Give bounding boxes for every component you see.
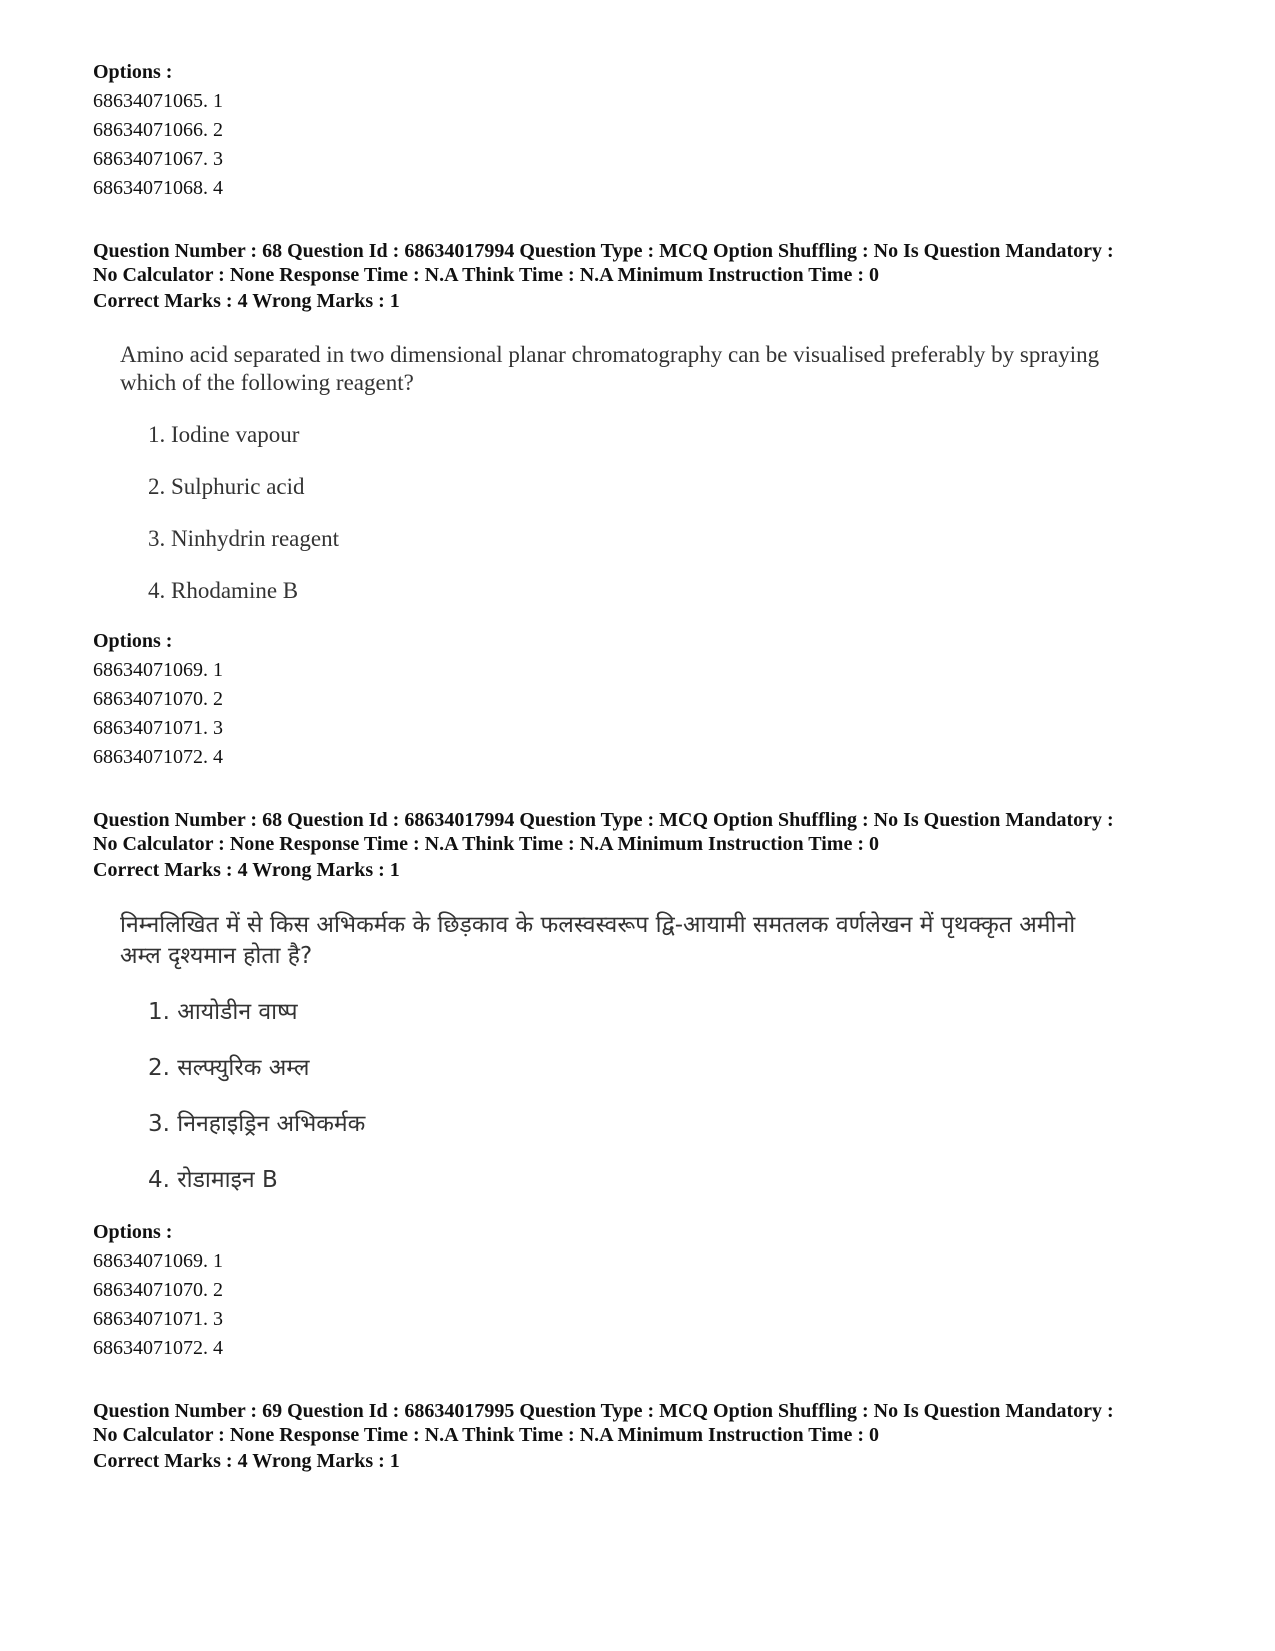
question-meta-line: No Calculator : None Response Time : N.A Think Time : N.A Minimum Instruction Time : 0 — [93, 833, 879, 855]
options-label: Options : — [93, 630, 173, 652]
question-meta-line: Question Number : 68 Question Id : 68634017994 Question Type : MCQ Option Shuffling : No Is Question Mandatory : — [93, 809, 1114, 831]
choice-item: 2. Sulphuric acid — [148, 474, 305, 499]
options-label: Options : — [93, 1221, 173, 1243]
question-68-en-options — [93, 627, 1213, 772]
choice-item: 1. Iodine vapour — [148, 422, 300, 447]
question-68-en-body — [120, 341, 1213, 605]
question-meta-line: Question Number : 68 Question Id : 68634017994 Question Type : MCQ Option Shuffling : No Is Question Mandatory : — [93, 240, 1114, 262]
question-text: Amino acid separated in two dimensional planar chromatography can be visualised preferably by spraying — [120, 342, 1100, 367]
option-item: 68634071071. 3 — [93, 1308, 223, 1330]
option-item: 68634071072. 4 — [93, 746, 223, 768]
question-marks: Correct Marks : 4 Wrong Marks : 1 — [93, 290, 400, 312]
question-text: अम्ल दृश्यमान होता है? — [120, 943, 313, 969]
question-68-hi-header — [93, 808, 1213, 885]
option-item: 68634071071. 3 — [93, 717, 223, 739]
option-item: 68634071065. 1 — [93, 90, 223, 112]
question-69-header — [93, 1399, 1213, 1476]
option-item: 68634071067. 3 — [93, 148, 223, 170]
document-page — [93, 58, 1213, 1476]
choice-item: 2. सल्फ्युरिक अम्ल — [148, 1055, 310, 1081]
choice-item: 3. निनहाइड्रिन अभिकर्मक — [148, 1111, 366, 1137]
option-item: 68634071070. 2 — [93, 1279, 223, 1301]
option-item: 68634071069. 1 — [93, 1250, 223, 1272]
option-item: 68634071068. 4 — [93, 177, 223, 199]
question-68-hi-options — [93, 1218, 1213, 1363]
options-label: Options : — [93, 61, 173, 83]
option-item: 68634071066. 2 — [93, 119, 223, 141]
question-marks: Correct Marks : 4 Wrong Marks : 1 — [93, 859, 400, 881]
question-68-hi-body — [120, 910, 1213, 1196]
choice-item: 4. रोडामाइन B — [148, 1167, 278, 1193]
question-marks: Correct Marks : 4 Wrong Marks : 1 — [93, 1450, 400, 1472]
choice-item: 4. Rhodamine B — [148, 578, 299, 603]
question-text: निम्नलिखित में से किस अभिकर्मक के छिड़काव के फलस्वस्वरूप द्वि-आयामी समतलक वर्णलेखन में पृथक्कृत अमीनो — [120, 912, 1076, 938]
choice-item: 1. आयोडीन वाष्प — [148, 999, 298, 1025]
question-meta-line: No Calculator : None Response Time : N.A Think Time : N.A Minimum Instruction Time : 0 — [93, 1424, 879, 1446]
option-item: 68634071070. 2 — [93, 688, 223, 710]
choice-item: 3. Ninhydrin reagent — [148, 526, 339, 551]
question-meta-line: No Calculator : None Response Time : N.A Think Time : N.A Minimum Instruction Time : 0 — [93, 264, 879, 286]
question-text: which of the following reagent? — [120, 370, 414, 395]
option-item: 68634071069. 1 — [93, 659, 223, 681]
top-options-block — [93, 58, 1213, 203]
option-item: 68634071072. 4 — [93, 1337, 223, 1359]
question-68-en-header — [93, 239, 1213, 316]
question-meta-line: Question Number : 69 Question Id : 68634017995 Question Type : MCQ Option Shuffling : No Is Question Mandatory : — [93, 1400, 1114, 1422]
